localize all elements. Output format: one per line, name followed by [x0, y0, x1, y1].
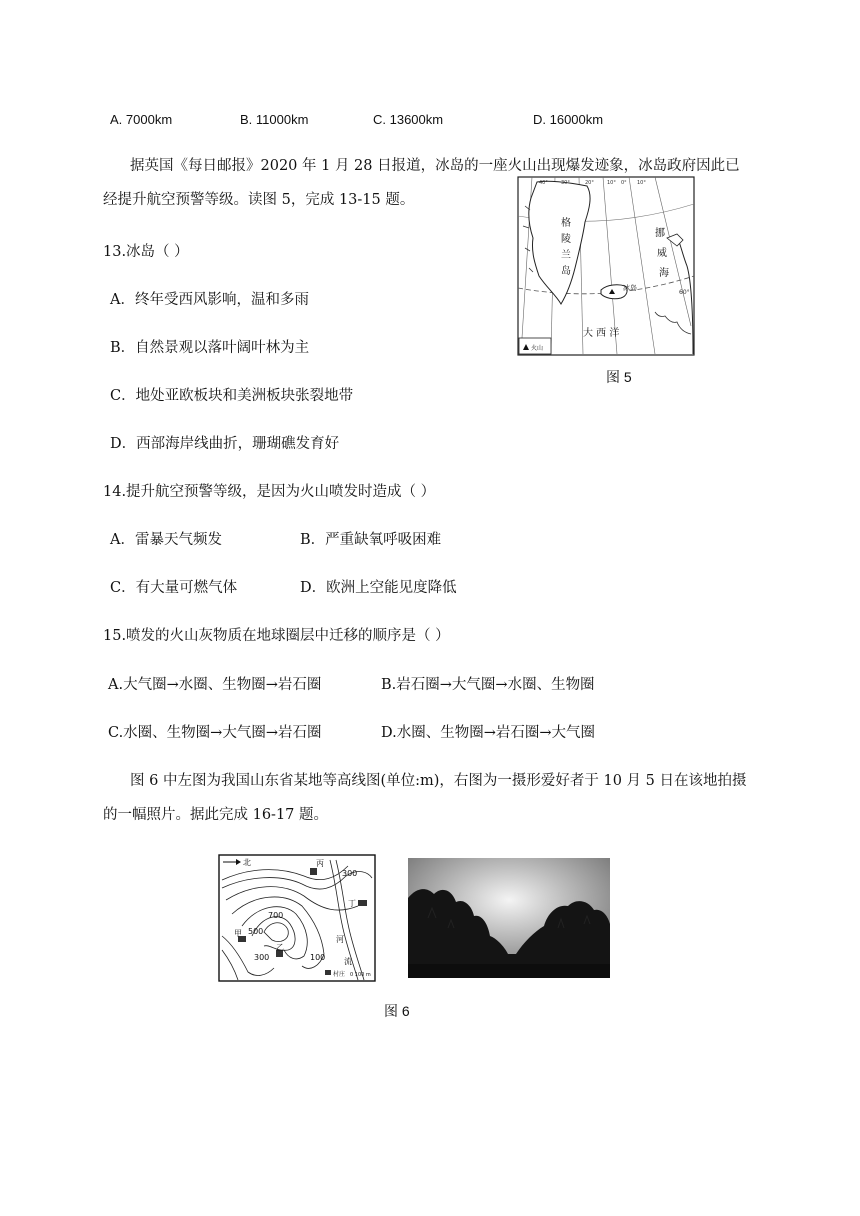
longitude-label: 30° [561, 180, 570, 186]
figure-6-contour-map [218, 854, 376, 982]
contour-label: 700 [268, 911, 284, 920]
q15-stem: 15.喷发的火山灰物质在地球圈层中迁移的顺序是（ ） [103, 628, 450, 644]
longitude-label: 40° [539, 180, 548, 186]
q15-option-b: B.岩石圈→大气圈→水圈、生物圈 [381, 677, 595, 693]
norway-sea-label: 海 [659, 268, 669, 279]
q14-stem: 14.提升航空预警等级，是因为火山喷发时造成（ ） [103, 484, 436, 500]
q12-option-b: B. 11000km [240, 112, 309, 127]
q12-option-d: D. 16000km [533, 112, 604, 127]
legend-volcano-label: 火山 [531, 345, 544, 352]
contour-label: 500 [248, 927, 264, 936]
q15-option-d: D.水圈、生物圈→岩石圈→大气圈 [381, 725, 596, 741]
ding-label: 丁 [348, 899, 356, 908]
contour-label: 300 [254, 953, 270, 962]
q14-option-d: D．欧洲上空能见度降低 [300, 580, 457, 596]
q15-option-c: C.水圈、生物圈→大气圈→岩石圈 [108, 725, 322, 741]
yi-label: 乙 [276, 943, 284, 952]
q13-option-d: D．西部海岸线曲折，珊瑚礁发育好 [110, 436, 340, 452]
longitude-label: 10° [637, 180, 646, 186]
figure-5-caption: 图 5 [606, 369, 632, 385]
longitude-label: 10° [607, 180, 616, 186]
figure-6-photo [408, 858, 610, 978]
greenland-label: 岛 [561, 266, 571, 277]
greenland-label: 兰 [561, 250, 571, 261]
north-arrow-label: 北 [243, 858, 251, 867]
figure-6-caption: 图 6 [384, 1003, 410, 1019]
q13-option-a: A．终年受西风影响，温和多雨 [110, 292, 309, 308]
q15-option-a: A.大气圈→水圈、生物圈→岩石圈 [108, 677, 322, 693]
norway-sea-label: 挪 [655, 228, 665, 239]
legend-village-label: 村庄 [333, 971, 346, 978]
q13-option-c: C．地处亚欧板块和美洲板块张裂地带 [110, 388, 354, 404]
jia-label: 甲 [234, 929, 242, 938]
intro-paragraph-line: 据英国《每日邮报》2020 年 1 月 28 日报道，冰岛的一座火山出现爆发迹象，冰岛政府因此已 [130, 158, 740, 174]
intro-paragraph-line: 图 6 中左图为我国山东省某地等高线图(单位:m)，右图为一摄形爱好者于 10 月 5 日在该地拍摄 [130, 773, 747, 789]
contour-label: 300 [342, 869, 358, 878]
q13-stem: 13.冰岛（ ） [103, 244, 189, 260]
q12-option-c: C. 13600km [373, 112, 444, 127]
iceland-label: 冰岛 [623, 284, 637, 292]
figure-5-map [517, 176, 695, 356]
atlantic-label: 大 西 洋 [583, 328, 620, 339]
greenland-label: 格 [561, 218, 571, 229]
intro-paragraph-line: 的一幅照片。据此完成 16-17 题。 [103, 807, 329, 823]
q14-option-b: B．严重缺氧呼吸困难 [300, 532, 442, 548]
river-label: 河 [336, 935, 344, 944]
scale-label: 0 100 m [350, 972, 371, 978]
intro-paragraph-line: 经提升航空预警等级。读图 5，完成 13-15 题。 [103, 192, 415, 208]
contour-label: 100 [310, 953, 326, 962]
q14-option-a: A．雷暴天气频发 [110, 532, 222, 548]
greenland-label: 陵 [561, 234, 571, 245]
q12-option-a: A. 7000km [110, 112, 173, 127]
q14-option-c: C．有大量可燃气体 [110, 580, 238, 596]
q13-option-b: B．自然景观以落叶阔叶林为主 [110, 340, 310, 356]
longitude-label: 20° [585, 180, 594, 186]
bing-label: 丙 [316, 859, 324, 868]
latitude-label: 60° [679, 289, 690, 296]
longitude-label: 0° [621, 180, 627, 186]
river-label: 流 [344, 957, 352, 966]
norway-sea-label: 威 [657, 248, 667, 259]
